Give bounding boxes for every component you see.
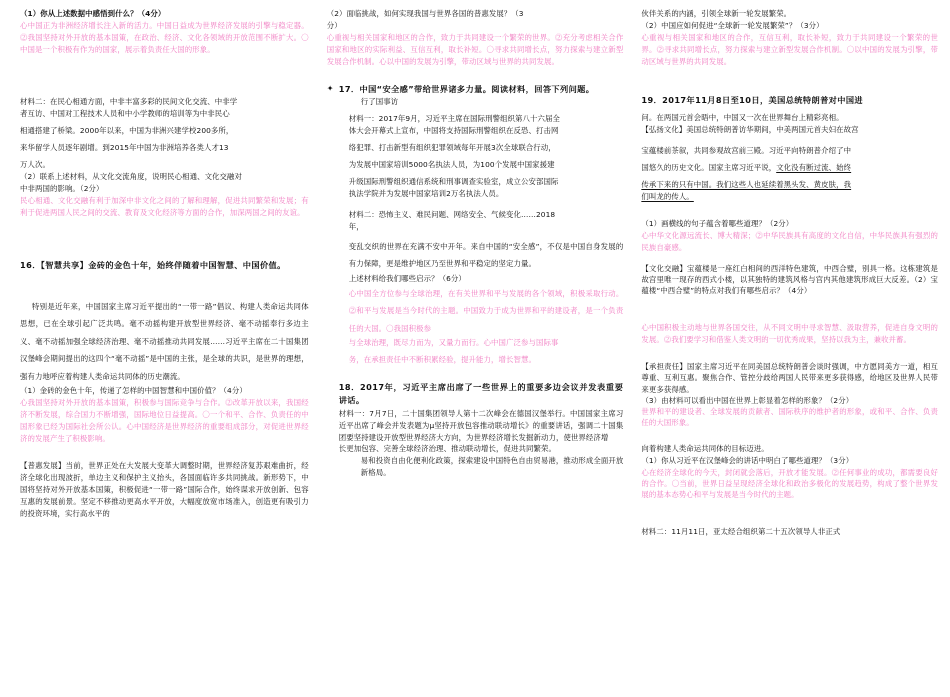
q1-answer: 心中国正为非洲经济增长注入新的活力。中国日益成为世界经济发展的引擎与稳定器。⓶我国坚持对外开放的基本国策，在政治、经济、文化各领域的开放范围不断扩大。〇 中国是一个积极有作为的国家，展示着负责任大国的形象。	[20, 20, 309, 54]
m1-line-a: 材料一：2017年9月，习近平主席在国际刑警组织第八十六届全	[348, 114, 560, 124]
bullet-marker	[327, 381, 339, 394]
q18-material-1-c: 易和投资自由化便利化政策，探索建设中国特色自由贸易港，推动形成全面开放新格局。	[360, 456, 624, 478]
q17-answer-c: 务，在承担责任中不断积累经验，提升能力，增长智慧。	[348, 354, 536, 364]
q16-heading: 16．【智慧共享】金砖的金色十年，始终伴随着中国智慧、中国价值。	[20, 259, 286, 270]
column-2	[319, 8, 632, 693]
m1-line-e: 升级国际刑警组织通信系统和刑事调查实验室，成立公安部国际	[348, 177, 559, 187]
c3-tail-prompt: （1）你从习近平在汉堡峰会的讲话中明白了哪些道理？（3分）	[641, 456, 854, 465]
material2-line-d: 来华留学人员逐年剧增。到2015年中国为非洲培养各类人才13	[20, 142, 229, 152]
q17-heading: 17．中国“安全感”带给世界诸多力量。阅读材料，回答下列问题。	[338, 83, 595, 94]
q18-heading: 18．2017年，习近平主席出席了一些世界上的重要多边会议并发表重要讲话。	[338, 381, 624, 406]
c3-tail-line: 向着构建人类命运共同体的目标迈进。	[641, 444, 769, 454]
q19-material-3-heading: 【承担责任】国家主席习近平在同美国总统特朗普会谈时强调，中方愿同美方一道，相互尊重、互利互惠。聚焦合作、管控分歧给两国人民带来更多获得感，给地区及世界人民带来更多获得感。	[641, 362, 938, 394]
q1-prompt: （1）你从上述数据中感悟到什么？（4分）	[20, 9, 166, 18]
q17-heading-row	[327, 83, 624, 108]
material2-line-e: 万人次。	[20, 159, 50, 169]
material2-line-c: 相通搭建了桥梁。2000年以来，中国为非洲兴建学校200多所，	[20, 125, 234, 135]
q17-prompt: 上述材料给我们哪些启示？（6分）	[348, 273, 466, 283]
q16-body: 特别是近年来，中国国家主席习近平提出的“一带一路”倡议、构建人类命运共同体思想，已在全球引起广泛共鸣。毫不动摇构建开放型世界经济、毫不动摇奉行多边主义、毫不动摇加强全球经济治理、毫不动摇推动共同发展……习近平主席在二十国集团汉堡峰会期间提出的这四个“毫不动摇”是中国的主张，是全球的共识，是世界的理想，强有力地呼应着构建人类命运共同体的历史潮流。	[20, 302, 309, 381]
q17-answer-a: 心中国全方位参与全球治理，在有关世界和平与发展的各个领域，积极采取行动。⓶和平与发展是当今时代的主题。中国致力于成为世界和平的建设者，是一个负责任的大国。〇我国积极参	[348, 288, 624, 333]
vertical-spacer	[327, 366, 624, 381]
vertical-spacer	[20, 56, 309, 96]
material2-line-a: 材料二：在民心相通方面，中非丰富多彩的民间文化交流、中非学	[20, 96, 238, 106]
q19-heading-cont: 问。在两国元首会晤中，中国又一次在世界舞台上精彩亮相。	[641, 113, 844, 123]
q19-2-answer: 心中国积极主动地与世界各国交往，从不同文明中寻求智慧、汲取营养，促进自身文明的发展。⓶我们要学习和借鉴人类文明的一切优秀成果，坚持以我为主，兼收并蓄。	[641, 323, 938, 345]
q16-1-prompt: （1）金砖的金色十年，传递了怎样的中国智慧和中国价值？（4分）	[20, 386, 247, 396]
vertical-spacer	[20, 272, 309, 298]
m1-line-d: 为发展中国家培训5000名执法人员，为100个发展中国家援建	[348, 160, 555, 170]
q16-2-heading: 【普惠发展】当前，世界正处在大发展大变革大调整时期，世界经济复苏艰难曲折，经济全球化出现波折，单边主义和保护主义抬头，各国面临许多共同挑战。新形势下，中国将坚持对外开放基本国策，积极促进“一带一路”国际合作，始终谋求开放创新、包容互惠的发展前景。坚定不移推动更高水平开放，大幅度放宽市场准入，创造更有吸引力的投资环境，实行高水平的	[20, 460, 309, 518]
q19-m1-underline-2: 传承下来的只有中国。我们这些人也延续着黑头发、黄皮肤，我	[641, 180, 852, 190]
vertical-spacer	[641, 500, 938, 526]
m2-line-a: 材料二：恐怖主义、难民问题、网络安全、气候变化……2018	[348, 210, 556, 220]
q2-prompt-line-b: 中非两国的影响。（2分）	[20, 183, 104, 193]
vertical-spacer	[20, 445, 309, 460]
vertical-spacer	[641, 296, 938, 322]
q18-material-1: 材料一：7月7日，二十国集团领导人第十二次峰会在德国汉堡举行。中国国家主席习近平出席了峰会并发表题为μ坚持开放包容推动联动增长》的重要讲话，强调二十国集团要坚持建设开放型世界经济大方向，为世界经济增长发掘新动力，使世界经济增	[338, 408, 624, 442]
q19-material-1-heading: 【弘扬文化】美国总统特朗普访华期间，中美两国元首夫妇在故宫	[641, 125, 859, 135]
c3-top-line: 伙伴关系的内涵，引领全球新一轮发展繁荣。	[641, 9, 792, 18]
m1-line-f: 执法学院并为发展中国家培训2万名执法人员。	[348, 189, 504, 199]
q19-3-answer: 世界和平的建设者、全球发展的贡献者、国际秩序的维护者的形象，或和平、合作、负责任的大国形象。	[641, 406, 938, 427]
vertical-spacer	[20, 219, 309, 259]
q19-1-answer: 心中华文化源远流长、博大精深；⓶中华民族具有高度的文化自信，中华民族具有强烈的民族自豪感。	[641, 231, 938, 253]
q16-1-answer: 心我国坚持对外开放的基本国策，积极参与国际竞争与合作。⓶改革开放以来，我国经济不断发展，综合国力不断增强，国际地位日益提高。〇一个和平、合作、负责任的中国形象已经为国际社会所公认。心中国经济是世界经济的重要组成部分，对促进世界经济的发展产生了积极影响。	[20, 398, 309, 443]
q18-material-1-b: 长更加包容、完善全球经济治理、推动联动增长，促进共同繁荣。	[338, 444, 556, 454]
vertical-spacer	[641, 68, 938, 94]
vertical-spacer	[641, 428, 938, 443]
bullet-star-icon: ✦	[326, 83, 334, 93]
c2-q2-prompt-line-a: （2）面临挑战，如何实现我国与世界各国的普惠发展？（3	[326, 9, 524, 18]
q17-material-1	[327, 113, 624, 366]
c3-tail-answer: 心在经济全球化的今天，封闭就会落后，开放才能发展。⓶任何事业的成功，都需要良好的合作。〇当前，世界日益呈现经济全球化和政治多极化的发展趋势，构成了整个世界发展的基本态势心和平与发展是当今时代的主题。	[641, 467, 938, 500]
m1-line-c: 络犯罪、打击新型有组织犯罪领域每年开展3次全球联合行动，	[348, 143, 556, 153]
q19-m1-plain: 国悠久的历史文化。国家主席习近平说，	[641, 163, 777, 173]
m1-line-b: 体大会开幕式上宣布，中国将支持国际刑警组织在反恐、打击网	[348, 126, 559, 136]
vertical-spacer	[349, 200, 624, 209]
q19-material-1-line-b	[641, 162, 938, 174]
q19-m1-underline-1: 文化没有断过流、始终	[776, 163, 852, 173]
column-3	[631, 8, 944, 693]
vertical-spacer	[641, 254, 938, 263]
c3-q2-prompt: （2）中国应如何促进“全球新一轮发展繁荣”？（3分）	[641, 20, 824, 30]
column-1	[6, 8, 319, 693]
m2-line-c: 变乱交织的世界在充满不安中开年。来自中国的“安全感”，不仅是中国自身发展的有力保障，更是维护地区乃至世界和平稳定的坚定力量。	[348, 242, 624, 269]
q2-prompt-line-a: （2）联系上述材料，从文化交流角度，说明民心相通、文化交融对	[20, 171, 243, 181]
vertical-spacer	[641, 346, 938, 361]
q19-heading: 19．2017年11月8日至10日，美国总统特朗普对中国进	[641, 94, 864, 105]
q17-answer-b: 与全球治理，既尽力而为，又量力而行。心中国广泛参与国际事	[348, 338, 559, 347]
vertical-spacer	[641, 203, 938, 218]
q18-heading-row	[327, 381, 624, 479]
q19-m1-underline-3: 们叫龙的传人。	[641, 192, 694, 202]
q17-heading-cont: 行了国事访	[360, 97, 399, 107]
q19-material-1-line-a: 宝蕴楼前茶叙，共同参观故宫前三殿。习近平向特朗普介绍了中	[641, 146, 852, 156]
q19-3-prompt: （3）由材料可以看出中国在世界上彰显着怎样的形象？（2分）	[641, 395, 854, 405]
vertical-spacer	[641, 136, 938, 145]
material2-line-b: 者互访、中国对工程技术人员和中小学教师的培训等为中非民心	[20, 108, 230, 118]
q2-answer: 民心相通、文化交融有利于加深中非文化之间的了解和理解，促进共同繁荣和发展；有利于促进两国人民之间的交流、教育及文化经济等方面的合作，加深两国之间的友谊。	[20, 195, 309, 217]
c2-q2-answer: 心重视与相关国家和地区的合作，致力于共同建设一个繁荣的世界。⓶充分考虑相关合作国家和地区的实际利益、互信互利，取长补短。〇寻求共同增长点，努力探索与建立新型发展合作机制。心以中国的发展为引擎，带动区域与世界的共同发展。	[326, 32, 624, 66]
m2-line-b: 年，	[348, 222, 364, 232]
c3-tail-material-2: 材料二：11月11日，亚太经合组织第二十五次领导人非正式	[641, 527, 841, 537]
vertical-spacer	[327, 68, 624, 83]
q19-1-prompt: （1）画横线的句子蕴含着哪些道理？（2分）	[641, 219, 794, 229]
c2-q2-prompt-line-b: 分）	[326, 20, 342, 30]
c3-q2-answer: 心重视与相关国家和地区的合作，互信互利，取长补短，致力于共同建设一个繁荣的世界。⓶寻求共同增长点，努力探索与建立新型发展合作机制。〇以中国的发展为引擎，带动区域与世界的共同发展。	[641, 32, 938, 66]
q19-material-2-heading: 【文化交融】宝蕴楼是一座红白相间的西洋特色建筑，中西合璧，别具一格。这栋建筑是故宫里唯一现存的西式小楼，以其独特的建筑风格与宫内其他建筑形成巨大反差。（2）宝蕴楼“中西合璧”的特点对我们有哪些启示？（4分）	[641, 264, 938, 296]
